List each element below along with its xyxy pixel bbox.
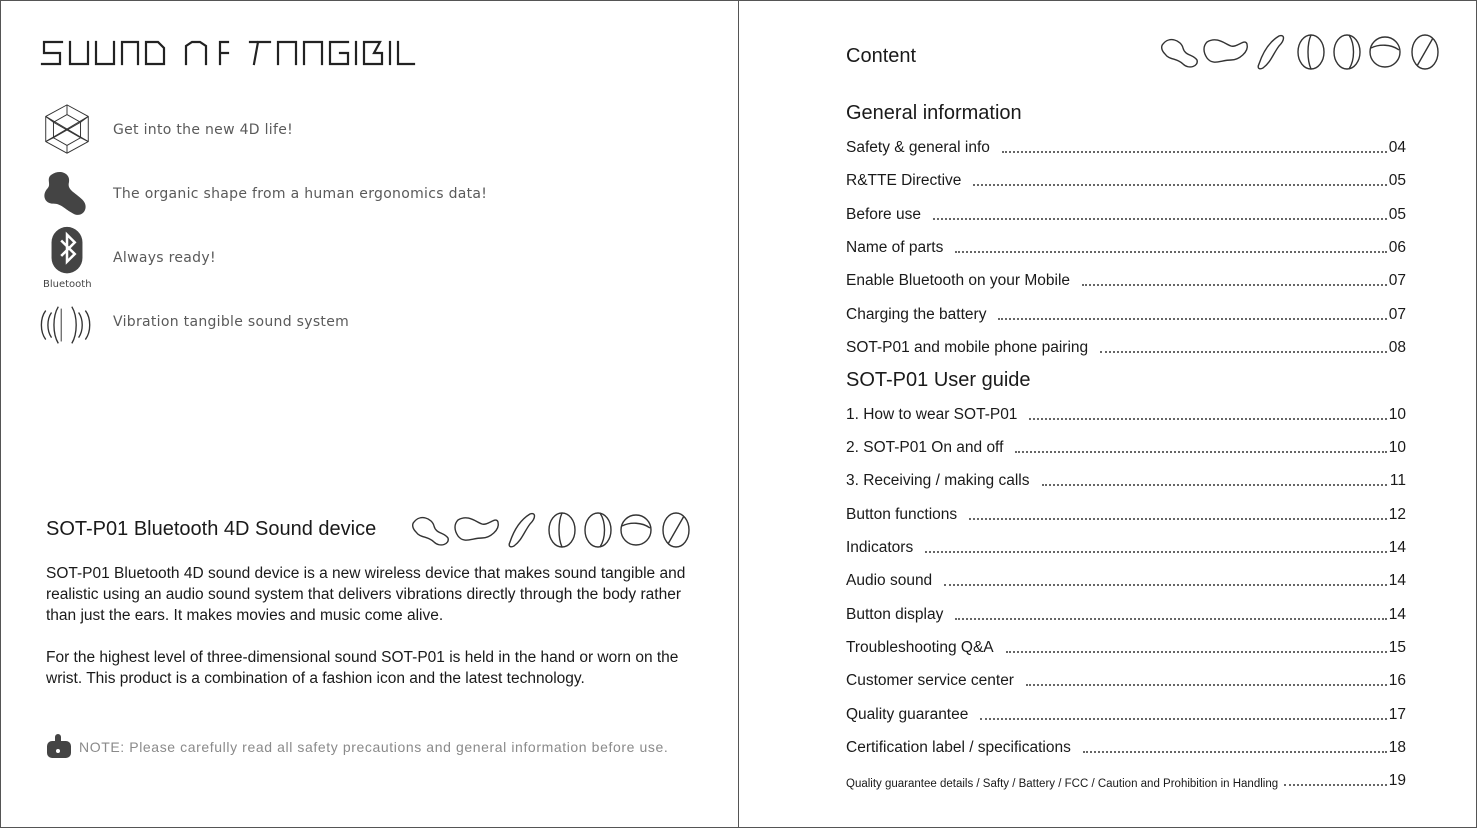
toc-entry[interactable] <box>846 470 1406 490</box>
note-text: NOTE: Please carefully read all safety precautions and general information before use. <box>79 739 669 755</box>
toc-page-number: 10 <box>1388 439 1406 456</box>
toc-entry[interactable] <box>846 270 1406 290</box>
toc-entry[interactable] <box>846 637 1406 657</box>
toc-entry[interactable] <box>846 137 1406 157</box>
feature-item <box>38 100 638 160</box>
toc-page-number: 16 <box>1388 672 1406 689</box>
toc-label: 2. SOT-P01 On and off <box>846 439 1004 456</box>
toc-leader-dots <box>1002 151 1387 153</box>
bluetooth-icon <box>38 224 96 284</box>
toc-leader-dots <box>1006 651 1387 653</box>
toc-label: Troubleshooting Q&A <box>846 639 994 656</box>
toc-page-number: 05 <box>1388 172 1406 189</box>
toc-page-number: 15 <box>1388 639 1406 656</box>
toc-leader-dots <box>1083 751 1387 753</box>
hypercube-icon <box>38 100 96 160</box>
note-hand-icon <box>46 733 74 759</box>
toc-entry[interactable] <box>846 304 1406 324</box>
toc-entry[interactable] <box>846 604 1406 624</box>
toc-label: SOT-P01 and mobile phone pairing <box>846 339 1089 356</box>
toc-label: Safety & general info <box>846 139 990 156</box>
toc-label: Charging the battery <box>846 306 987 323</box>
right-page <box>739 0 1475 828</box>
toc-label: Customer service center <box>846 672 1014 689</box>
toc-page-number: 08 <box>1388 339 1406 356</box>
toc-entry[interactable] <box>846 504 1406 524</box>
feature-item <box>38 296 638 356</box>
product-shapes-illustration <box>410 508 700 550</box>
toc-label: Button display <box>846 606 944 623</box>
toc-page-number: 14 <box>1388 539 1406 556</box>
left-page <box>0 0 738 828</box>
toc-label: R&TTE Directive <box>846 172 962 189</box>
section-title: SOT-P01 Bluetooth 4D Sound device <box>46 518 377 540</box>
toc-group-title: General information <box>846 102 1022 124</box>
feature-text: Always ready! <box>113 250 216 266</box>
toc-page-number: 11 <box>1389 472 1406 489</box>
toc-page-number: 06 <box>1388 239 1406 256</box>
toc-label: Certification label / specifications <box>846 739 1071 756</box>
toc-label: 3. Receiving / making calls <box>846 472 1030 489</box>
toc-page-number: 04 <box>1388 139 1406 156</box>
vibration-icon <box>38 296 96 356</box>
toc-page-number: 18 <box>1388 739 1406 756</box>
toc-entry[interactable] <box>846 537 1406 557</box>
feature-text: The organic shape from a human ergonomics data! <box>113 186 488 202</box>
toc-entry[interactable] <box>846 737 1406 757</box>
toc-group-title: SOT-P01 User guide <box>846 369 1031 391</box>
toc-entry[interactable] <box>846 404 1406 424</box>
organic-shape-icon <box>38 164 96 224</box>
toc-label: Name of parts <box>846 239 944 256</box>
toc-page-number: 14 <box>1388 572 1406 589</box>
product-description <box>46 563 696 689</box>
toc-leader-dots <box>980 718 1387 720</box>
toc-page-number: 12 <box>1388 506 1406 523</box>
feature-text: Get into the new 4D life! <box>113 122 294 138</box>
toc-leader-dots <box>973 184 1387 186</box>
toc-entry[interactable] <box>846 570 1406 590</box>
description-paragraph: For the highest level of three-dimensional sound SOT-P01 is held in the hand or worn on the wrist. This product is a combination of a fashion icon and the latest technology. <box>46 649 679 687</box>
toc-leader-dots <box>1029 418 1387 420</box>
toc-entry[interactable] <box>846 437 1406 457</box>
feature-item <box>38 224 638 290</box>
toc-page-number: 14 <box>1388 606 1406 623</box>
toc-page-number: 10 <box>1388 406 1406 423</box>
toc-leader-dots <box>998 318 1387 320</box>
toc-leader-dots <box>1082 284 1387 286</box>
toc-page-number: 17 <box>1388 706 1406 723</box>
toc-leader-dots <box>1042 484 1388 486</box>
toc-leader-dots <box>944 584 1387 586</box>
toc-entry[interactable] <box>846 770 1406 790</box>
toc-leader-dots <box>925 551 1387 553</box>
toc-label: Button functions <box>846 506 958 523</box>
toc-entry[interactable] <box>846 670 1406 690</box>
toc-leader-dots <box>955 251 1387 253</box>
toc-leader-dots <box>969 518 1387 520</box>
toc-page-number: 19 <box>1388 772 1406 789</box>
toc-label: Quality guarantee details / Safty / Battery / FCC / Caution and Prohibition in Handling <box>846 778 1279 790</box>
toc-entry[interactable] <box>846 204 1406 224</box>
toc-leader-dots <box>955 618 1387 620</box>
toc-leader-dots <box>1026 684 1387 686</box>
brand-logo <box>40 38 420 70</box>
toc-label: 1. How to wear SOT-P01 <box>846 406 1018 423</box>
description-paragraph: SOT-P01 Bluetooth 4D sound device is a new wireless device that makes sound tangible and realistic using an audio sound system that delivers vibrations directly through the body rather than just the ears. It makes movies and music come alive. <box>46 565 686 624</box>
toc-page-number: 05 <box>1388 206 1406 223</box>
toc-entry[interactable] <box>846 704 1406 724</box>
toc-leader-dots <box>933 218 1387 220</box>
toc-label: Indicators <box>846 539 914 556</box>
toc-page-number: 07 <box>1388 306 1406 323</box>
toc-entry[interactable] <box>846 337 1406 357</box>
toc-page-number: 07 <box>1388 272 1406 289</box>
content-title: Content <box>846 45 917 67</box>
toc-label: Before use <box>846 206 921 223</box>
bluetooth-caption: Bluetooth <box>43 279 92 290</box>
toc-label: Audio sound <box>846 572 933 589</box>
feature-item <box>38 164 638 224</box>
toc-label: Enable Bluetooth on your Mobile <box>846 272 1071 289</box>
toc-leader-dots <box>1015 451 1387 453</box>
toc-entry[interactable] <box>846 237 1406 257</box>
toc-leader-dots <box>1100 351 1387 353</box>
toc-leader-dots <box>1284 784 1387 786</box>
feature-text: Vibration tangible sound system <box>113 314 350 330</box>
product-shapes-illustration <box>1159 30 1449 72</box>
toc-entry[interactable] <box>846 170 1406 190</box>
toc-label: Quality guarantee <box>846 706 969 723</box>
note <box>46 733 726 763</box>
